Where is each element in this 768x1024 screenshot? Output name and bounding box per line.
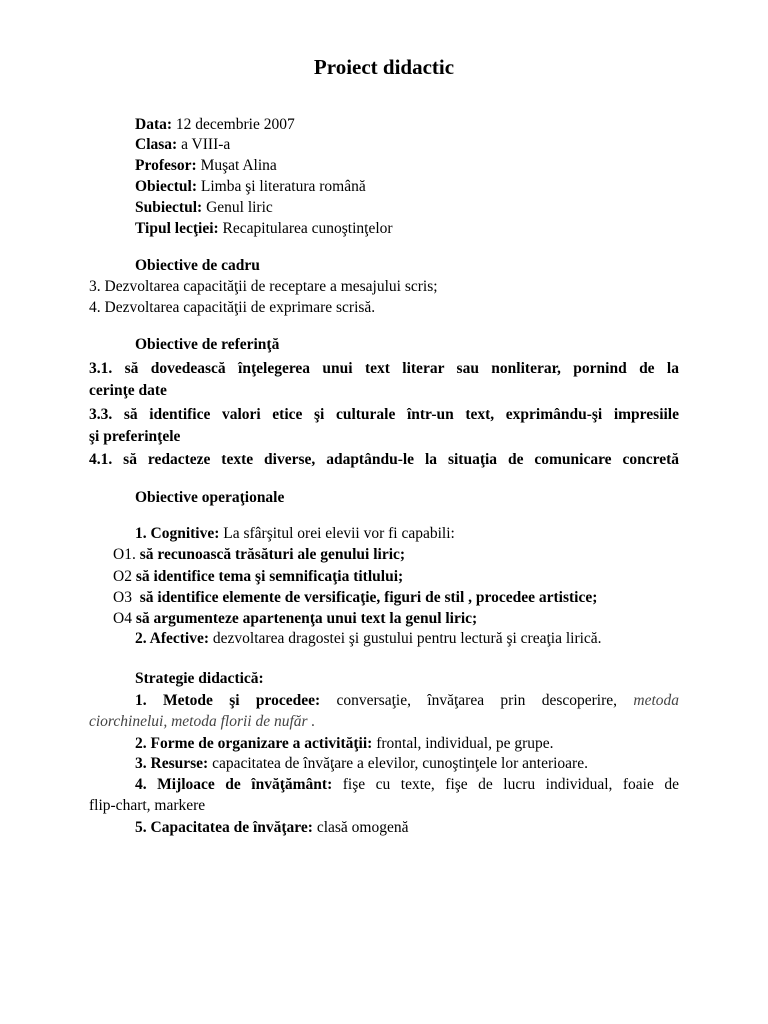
list-item-continued: cerinţe date [89,382,167,399]
strategy-item-4: 4. Mijloace de învăţământ: fişe cu texte, fişe de lucru individual, foaie de [135,776,680,793]
objective-o4: O4 să argumenteze apartenenţa unui text la genul liric; [113,610,478,627]
strategy-item-3: 3. Resurse: capacitatea de învăţare a elevilor, cunoştinţele lor anterioare. [135,755,588,772]
section-heading-strategie: Strategie didactică: [135,670,264,687]
strategy-item-1: 1. Metode şi procedee: conversaţie, învăţarea prin descoperire, metoda [135,692,680,709]
section-heading-obiective-referinta: Obiective de referinţă [135,336,280,353]
meta-obiectul: Obiectul: Limba şi literatura română [135,178,366,195]
strategy-item-2: 2. Forme de organizare a activităţii: frontal, individual, pe grupe. [135,735,554,752]
afective-line: 2. Afective: dezvoltarea dragostei şi gustului pentru lectură şi creaţia lirică. [135,630,602,647]
list-item-continued: şi preferinţele [89,428,181,445]
list-item: 3. Dezvoltarea capacităţii de receptare a mesajului scris; [89,278,438,295]
list-item: 4. Dezvoltarea capacităţii de exprimare scrisă. [89,299,376,316]
list-item: 4.1. să redacteze texte diverse, adaptându-le la situaţia de comunicare concretă [89,451,679,468]
cognitive-line: 1. Cognitive: La sfârşitul orei elevii vor fi capabili: [135,525,455,542]
meta-tipul-lectiei: Tipul lecţiei: Recapitularea cunoştinţelor [135,220,393,237]
meta-profesor: Profesor: Muşat Alina [135,157,277,174]
list-item: 3.3. să identifice valori etice şi culturale într-un text, exprimându-şi impresiile [89,406,679,423]
list-item: 3.1. să dovedească înţelegerea unui text literar sau nonliterar, pornind de la [89,360,679,377]
objective-o3: O3 să identifice elemente de versificaţie, figuri de stil , procedee artistice; [113,589,598,606]
strategy-item-5: 5. Capacitatea de învăţare: clasă omogenă [135,819,409,836]
objective-o2: O2 să identifice tema şi semnificaţia titlului; [113,568,404,585]
meta-data: Data: 12 decembrie 2007 [135,116,295,133]
strategy-item-1-continued: ciorchinelui, metoda florii de nufăr . [89,713,316,730]
section-heading-obiective-operationale: Obiective operaţionale [135,489,285,506]
meta-subiectul: Subiectul: Genul liric [135,199,273,216]
strategy-item-4-continued: flip-chart, markere [89,797,206,814]
document-title: Proiect didactic [313,55,455,79]
meta-clasa: Clasa: a VIII-a [135,136,231,153]
objective-o1: O1. să recunoască trăsături ale genului liric; [113,546,406,563]
section-heading-obiective-cadru: Obiective de cadru [135,257,260,274]
